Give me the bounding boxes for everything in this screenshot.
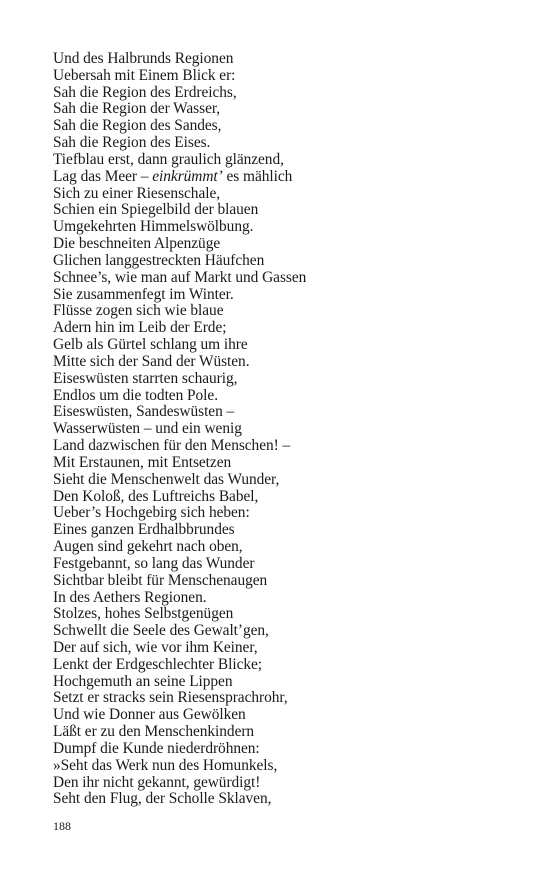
poem-line: Wasserwüsten – und ein wenig [53, 420, 242, 438]
poem-line: Sich zu einer Riesenschale, [53, 184, 221, 202]
poem-line: Der auf sich, wie vor ihm Keiner, [53, 638, 258, 656]
poem-line: Setzt er stracks sein Riesensprachrohr, [53, 689, 288, 707]
poem-line: Eiseswüsten, Sandeswüsten – [53, 403, 235, 421]
poem-line: Sah die Region des Erdreichs, [53, 83, 237, 101]
poem-line: Sie zusammenfegt im Winter. [53, 285, 234, 303]
poem-line: Flüsse zogen sich wie blaue [53, 302, 224, 320]
poem-line: Eiseswüsten starrten schaurig, [53, 369, 238, 387]
poem-text [53, 51, 523, 808]
poem-line: Tiefblau erst, dann graulich glänzend, [53, 150, 284, 168]
poem-line: Seht den Flug, der Scholle Sklaven, [53, 790, 272, 808]
poem-line: Sichtbar bleibt für Menschenaugen [53, 571, 268, 589]
poem-line: Eines ganzen Erdhalbbrundes [53, 521, 235, 539]
poem-line: Und wie Donner aus Gewölken [53, 706, 246, 724]
poem-line: Den ihr nicht gekannt, gewürdigt! [53, 773, 261, 791]
poem-line-segment: Lag das Meer – [53, 167, 153, 185]
poem-line: Uebersah mit Einem Blick er: [53, 66, 236, 84]
poem-line [53, 169, 523, 186]
poem-line: Umgekehrten Himmelswölbung. [53, 218, 254, 236]
poem-line: Adern hin im Leib der Erde; [53, 319, 227, 337]
poem-line: Ueber’s Hochgebirg sich heben: [53, 504, 250, 522]
poem-line: Sieht die Menschenwelt das Wunder, [53, 470, 280, 488]
poem-line: Sah die Region der Wasser, [53, 100, 221, 118]
poem-line: Dumpf die Kunde niederdröhnen: [53, 739, 260, 757]
poem-line: Schien ein Spiegelbild der blauen [53, 201, 259, 219]
poem-line: Den Koloß, des Luftreichs Babel, [53, 487, 259, 505]
poem-line: Hochgemuth an seine Lippen [53, 672, 233, 690]
poem-line: Festgebannt, so lang das Wunder [53, 554, 255, 572]
poem-line-segment: es mählich [222, 167, 293, 185]
poem-line: In des Aethers Regionen. [53, 588, 207, 606]
poem-line: Sah die Region des Eises. [53, 134, 211, 152]
poem-line: Sah die Region des Sandes, [53, 117, 222, 135]
poem-line: »Seht das Werk nun des Homunkels, [53, 756, 278, 774]
poem-line: Gelb als Gürtel schlang um ihre [53, 336, 248, 354]
poem-line: Lenkt der Erdgeschlechter Blicke; [53, 655, 263, 673]
poem-line: Stolzes, hohes Selbstgenügen [53, 605, 234, 623]
poem-line: Mitte sich der Sand der Wüsten. [53, 352, 250, 370]
poem-line: Augen sind gekehrt nach oben, [53, 538, 243, 556]
poem-line: Läßt er zu den Menschenkindern [53, 723, 255, 741]
poem-line: Land dazwischen für den Menschen! – [53, 437, 291, 455]
page-number: 188 [53, 819, 71, 833]
poem-line: Schwellt die Seele des Gewalt’gen, [53, 622, 269, 640]
poem-line: Und des Halbrunds Regionen [53, 50, 234, 67]
poem-line: Schnee’s, wie man auf Markt und Gassen [53, 268, 307, 286]
poem-line: Endlos um die todten Pole. [53, 386, 218, 404]
poem-line: Glichen langgestreckten Häufchen [53, 251, 265, 269]
poem-line: Mit Erstaunen, mit Entsetzen [53, 453, 232, 471]
poem-line-italic: einkrümmt’ [152, 167, 223, 185]
poem-line: Die beschneiten Alpenzüge [53, 235, 221, 253]
